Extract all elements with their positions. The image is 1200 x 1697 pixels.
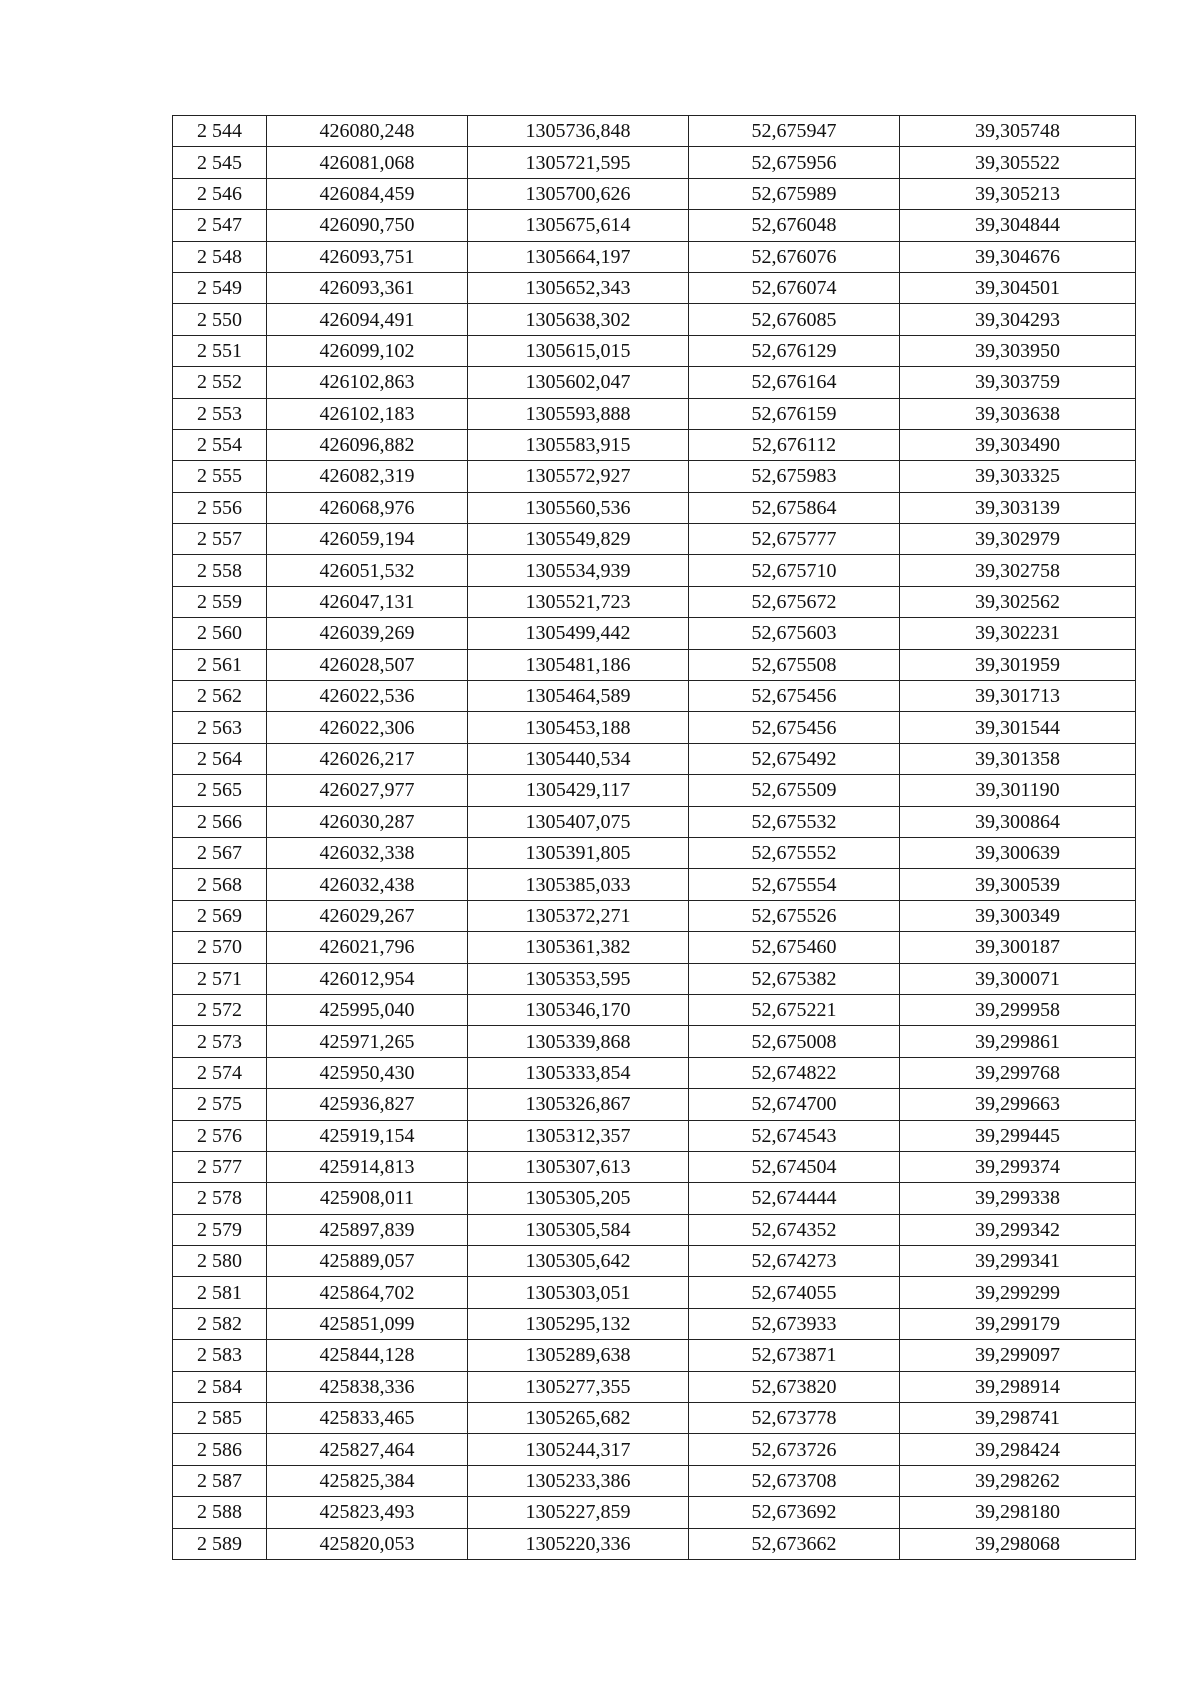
y-coordinate-cell: 1305277,355 xyxy=(468,1371,689,1402)
x-coordinate-cell: 425833,465 xyxy=(267,1403,468,1434)
longitude-cell: 39,300187 xyxy=(900,932,1136,963)
y-coordinate-cell: 1305220,336 xyxy=(468,1528,689,1559)
latitude-cell: 52,675603 xyxy=(689,618,900,649)
x-coordinate-cell: 425864,702 xyxy=(267,1277,468,1308)
table-row xyxy=(173,743,1136,774)
y-coordinate-cell: 1305295,132 xyxy=(468,1308,689,1339)
y-coordinate-cell: 1305453,188 xyxy=(468,712,689,743)
y-coordinate-cell: 1305736,848 xyxy=(468,116,689,147)
longitude-cell: 39,301544 xyxy=(900,712,1136,743)
x-coordinate-cell: 425851,099 xyxy=(267,1308,468,1339)
latitude-cell: 52,675526 xyxy=(689,900,900,931)
x-coordinate-cell: 426032,438 xyxy=(267,869,468,900)
table-row xyxy=(173,1057,1136,1088)
table-row xyxy=(173,1246,1136,1277)
latitude-cell: 52,674543 xyxy=(689,1120,900,1151)
point-number-cell: 2 558 xyxy=(173,555,267,586)
y-coordinate-cell: 1305583,915 xyxy=(468,429,689,460)
x-coordinate-cell: 426096,882 xyxy=(267,429,468,460)
longitude-cell: 39,302562 xyxy=(900,586,1136,617)
x-coordinate-cell: 425914,813 xyxy=(267,1151,468,1182)
longitude-cell: 39,305748 xyxy=(900,116,1136,147)
x-coordinate-cell: 425950,430 xyxy=(267,1057,468,1088)
latitude-cell: 52,675989 xyxy=(689,178,900,209)
table-row xyxy=(173,272,1136,303)
x-coordinate-cell: 426102,183 xyxy=(267,398,468,429)
x-coordinate-cell: 425823,493 xyxy=(267,1497,468,1528)
table-row xyxy=(173,1434,1136,1465)
x-coordinate-cell: 426022,306 xyxy=(267,712,468,743)
point-number-cell: 2 582 xyxy=(173,1308,267,1339)
point-number-cell: 2 572 xyxy=(173,994,267,1025)
latitude-cell: 52,675456 xyxy=(689,712,900,743)
x-coordinate-cell: 426029,267 xyxy=(267,900,468,931)
longitude-cell: 39,303139 xyxy=(900,492,1136,523)
longitude-cell: 39,303490 xyxy=(900,429,1136,460)
latitude-cell: 52,676112 xyxy=(689,429,900,460)
point-number-cell: 2 571 xyxy=(173,963,267,994)
latitude-cell: 52,674504 xyxy=(689,1151,900,1182)
y-coordinate-cell: 1305560,536 xyxy=(468,492,689,523)
x-coordinate-cell: 426012,954 xyxy=(267,963,468,994)
x-coordinate-cell: 426039,269 xyxy=(267,618,468,649)
y-coordinate-cell: 1305307,613 xyxy=(468,1151,689,1182)
x-coordinate-cell: 426047,131 xyxy=(267,586,468,617)
point-number-cell: 2 585 xyxy=(173,1403,267,1434)
point-number-cell: 2 562 xyxy=(173,681,267,712)
y-coordinate-cell: 1305333,854 xyxy=(468,1057,689,1088)
latitude-cell: 52,673933 xyxy=(689,1308,900,1339)
point-number-cell: 2 556 xyxy=(173,492,267,523)
x-coordinate-cell: 426102,863 xyxy=(267,367,468,398)
table-row xyxy=(173,837,1136,868)
point-number-cell: 2 581 xyxy=(173,1277,267,1308)
table-row xyxy=(173,586,1136,617)
latitude-cell: 52,675947 xyxy=(689,116,900,147)
latitude-cell: 52,673820 xyxy=(689,1371,900,1402)
table-row xyxy=(173,210,1136,241)
latitude-cell: 52,676159 xyxy=(689,398,900,429)
longitude-cell: 39,302231 xyxy=(900,618,1136,649)
point-number-cell: 2 554 xyxy=(173,429,267,460)
point-number-cell: 2 563 xyxy=(173,712,267,743)
x-coordinate-cell: 425820,053 xyxy=(267,1528,468,1559)
point-number-cell: 2 583 xyxy=(173,1340,267,1371)
x-coordinate-cell: 425897,839 xyxy=(267,1214,468,1245)
table-row xyxy=(173,775,1136,806)
y-coordinate-cell: 1305305,584 xyxy=(468,1214,689,1245)
table-row xyxy=(173,461,1136,492)
y-coordinate-cell: 1305372,271 xyxy=(468,900,689,931)
y-coordinate-cell: 1305602,047 xyxy=(468,367,689,398)
x-coordinate-cell: 426030,287 xyxy=(267,806,468,837)
longitude-cell: 39,299445 xyxy=(900,1120,1136,1151)
point-number-cell: 2 549 xyxy=(173,272,267,303)
x-coordinate-cell: 426028,507 xyxy=(267,649,468,680)
point-number-cell: 2 587 xyxy=(173,1465,267,1496)
latitude-cell: 52,673871 xyxy=(689,1340,900,1371)
point-number-cell: 2 580 xyxy=(173,1246,267,1277)
table-row xyxy=(173,1465,1136,1496)
longitude-cell: 39,301358 xyxy=(900,743,1136,774)
y-coordinate-cell: 1305385,033 xyxy=(468,869,689,900)
x-coordinate-cell: 426081,068 xyxy=(267,147,468,178)
table-row xyxy=(173,806,1136,837)
y-coordinate-cell: 1305652,343 xyxy=(468,272,689,303)
y-coordinate-cell: 1305429,117 xyxy=(468,775,689,806)
table-row xyxy=(173,524,1136,555)
table-row xyxy=(173,649,1136,680)
point-number-cell: 2 557 xyxy=(173,524,267,555)
y-coordinate-cell: 1305721,595 xyxy=(468,147,689,178)
latitude-cell: 52,676074 xyxy=(689,272,900,303)
longitude-cell: 39,305522 xyxy=(900,147,1136,178)
point-number-cell: 2 567 xyxy=(173,837,267,868)
latitude-cell: 52,674055 xyxy=(689,1277,900,1308)
table-body xyxy=(173,116,1136,1560)
latitude-cell: 52,675456 xyxy=(689,681,900,712)
latitude-cell: 52,675508 xyxy=(689,649,900,680)
y-coordinate-cell: 1305326,867 xyxy=(468,1089,689,1120)
longitude-cell: 39,300071 xyxy=(900,963,1136,994)
x-coordinate-cell: 425936,827 xyxy=(267,1089,468,1120)
latitude-cell: 52,673778 xyxy=(689,1403,900,1434)
x-coordinate-cell: 425908,011 xyxy=(267,1183,468,1214)
y-coordinate-cell: 1305407,075 xyxy=(468,806,689,837)
y-coordinate-cell: 1305312,357 xyxy=(468,1120,689,1151)
table-row xyxy=(173,1528,1136,1559)
latitude-cell: 52,673726 xyxy=(689,1434,900,1465)
point-number-cell: 2 577 xyxy=(173,1151,267,1182)
longitude-cell: 39,299663 xyxy=(900,1089,1136,1120)
longitude-cell: 39,305213 xyxy=(900,178,1136,209)
latitude-cell: 52,675864 xyxy=(689,492,900,523)
y-coordinate-cell: 1305303,051 xyxy=(468,1277,689,1308)
latitude-cell: 52,675509 xyxy=(689,775,900,806)
table-row xyxy=(173,116,1136,147)
latitude-cell: 52,675382 xyxy=(689,963,900,994)
x-coordinate-cell: 426080,248 xyxy=(267,116,468,147)
table-row xyxy=(173,1308,1136,1339)
y-coordinate-cell: 1305265,682 xyxy=(468,1403,689,1434)
x-coordinate-cell: 426059,194 xyxy=(267,524,468,555)
latitude-cell: 52,674444 xyxy=(689,1183,900,1214)
table-row xyxy=(173,178,1136,209)
table-row xyxy=(173,712,1136,743)
point-number-cell: 2 559 xyxy=(173,586,267,617)
longitude-cell: 39,298262 xyxy=(900,1465,1136,1496)
table-row xyxy=(173,367,1136,398)
table-row xyxy=(173,1371,1136,1402)
table-row xyxy=(173,1340,1136,1371)
y-coordinate-cell: 1305289,638 xyxy=(468,1340,689,1371)
y-coordinate-cell: 1305534,939 xyxy=(468,555,689,586)
longitude-cell: 39,298741 xyxy=(900,1403,1136,1434)
table-row xyxy=(173,1026,1136,1057)
table-row xyxy=(173,869,1136,900)
x-coordinate-cell: 426099,102 xyxy=(267,335,468,366)
point-number-cell: 2 575 xyxy=(173,1089,267,1120)
table-row xyxy=(173,932,1136,963)
table-row xyxy=(173,1151,1136,1182)
table-row xyxy=(173,1497,1136,1528)
point-number-cell: 2 589 xyxy=(173,1528,267,1559)
longitude-cell: 39,299097 xyxy=(900,1340,1136,1371)
latitude-cell: 52,674273 xyxy=(689,1246,900,1277)
latitude-cell: 52,675492 xyxy=(689,743,900,774)
point-number-cell: 2 560 xyxy=(173,618,267,649)
longitude-cell: 39,298068 xyxy=(900,1528,1136,1559)
table-row xyxy=(173,1277,1136,1308)
table-row xyxy=(173,900,1136,931)
point-number-cell: 2 586 xyxy=(173,1434,267,1465)
point-number-cell: 2 573 xyxy=(173,1026,267,1057)
y-coordinate-cell: 1305391,805 xyxy=(468,837,689,868)
x-coordinate-cell: 426084,459 xyxy=(267,178,468,209)
table-row xyxy=(173,1214,1136,1245)
x-coordinate-cell: 426032,338 xyxy=(267,837,468,868)
longitude-cell: 39,303325 xyxy=(900,461,1136,492)
latitude-cell: 52,674352 xyxy=(689,1214,900,1245)
latitude-cell: 52,673662 xyxy=(689,1528,900,1559)
latitude-cell: 52,676164 xyxy=(689,367,900,398)
latitude-cell: 52,676076 xyxy=(689,241,900,272)
longitude-cell: 39,301959 xyxy=(900,649,1136,680)
point-number-cell: 2 546 xyxy=(173,178,267,209)
point-number-cell: 2 561 xyxy=(173,649,267,680)
x-coordinate-cell: 426027,977 xyxy=(267,775,468,806)
latitude-cell: 52,675983 xyxy=(689,461,900,492)
y-coordinate-cell: 1305440,534 xyxy=(468,743,689,774)
point-number-cell: 2 564 xyxy=(173,743,267,774)
x-coordinate-cell: 425971,265 xyxy=(267,1026,468,1057)
longitude-cell: 39,299861 xyxy=(900,1026,1136,1057)
longitude-cell: 39,299179 xyxy=(900,1308,1136,1339)
y-coordinate-cell: 1305521,723 xyxy=(468,586,689,617)
point-number-cell: 2 555 xyxy=(173,461,267,492)
longitude-cell: 39,302979 xyxy=(900,524,1136,555)
y-coordinate-cell: 1305593,888 xyxy=(468,398,689,429)
longitude-cell: 39,298180 xyxy=(900,1497,1136,1528)
latitude-cell: 52,676129 xyxy=(689,335,900,366)
longitude-cell: 39,301190 xyxy=(900,775,1136,806)
latitude-cell: 52,675956 xyxy=(689,147,900,178)
table-row xyxy=(173,681,1136,712)
table-row xyxy=(173,618,1136,649)
y-coordinate-cell: 1305499,442 xyxy=(468,618,689,649)
longitude-cell: 39,298424 xyxy=(900,1434,1136,1465)
table-row xyxy=(173,1089,1136,1120)
y-coordinate-cell: 1305305,642 xyxy=(468,1246,689,1277)
longitude-cell: 39,298914 xyxy=(900,1371,1136,1402)
longitude-cell: 39,299341 xyxy=(900,1246,1136,1277)
point-number-cell: 2 579 xyxy=(173,1214,267,1245)
x-coordinate-cell: 426022,536 xyxy=(267,681,468,712)
point-number-cell: 2 553 xyxy=(173,398,267,429)
point-number-cell: 2 551 xyxy=(173,335,267,366)
table-row xyxy=(173,1120,1136,1151)
longitude-cell: 39,299958 xyxy=(900,994,1136,1025)
longitude-cell: 39,299342 xyxy=(900,1214,1136,1245)
point-number-cell: 2 552 xyxy=(173,367,267,398)
point-number-cell: 2 548 xyxy=(173,241,267,272)
longitude-cell: 39,300864 xyxy=(900,806,1136,837)
longitude-cell: 39,301713 xyxy=(900,681,1136,712)
latitude-cell: 52,673708 xyxy=(689,1465,900,1496)
coordinates-table xyxy=(172,115,1136,1560)
latitude-cell: 52,676085 xyxy=(689,304,900,335)
x-coordinate-cell: 426082,319 xyxy=(267,461,468,492)
x-coordinate-cell: 426093,751 xyxy=(267,241,468,272)
table-row xyxy=(173,555,1136,586)
table-row xyxy=(173,492,1136,523)
x-coordinate-cell: 425995,040 xyxy=(267,994,468,1025)
point-number-cell: 2 576 xyxy=(173,1120,267,1151)
point-number-cell: 2 547 xyxy=(173,210,267,241)
point-number-cell: 2 544 xyxy=(173,116,267,147)
latitude-cell: 52,676048 xyxy=(689,210,900,241)
latitude-cell: 52,675672 xyxy=(689,586,900,617)
table-row xyxy=(173,335,1136,366)
y-coordinate-cell: 1305572,927 xyxy=(468,461,689,492)
point-number-cell: 2 566 xyxy=(173,806,267,837)
longitude-cell: 39,304501 xyxy=(900,272,1136,303)
y-coordinate-cell: 1305233,386 xyxy=(468,1465,689,1496)
x-coordinate-cell: 426051,532 xyxy=(267,555,468,586)
longitude-cell: 39,300539 xyxy=(900,869,1136,900)
table-row xyxy=(173,429,1136,460)
x-coordinate-cell: 425919,154 xyxy=(267,1120,468,1151)
latitude-cell: 52,675552 xyxy=(689,837,900,868)
point-number-cell: 2 578 xyxy=(173,1183,267,1214)
point-number-cell: 2 570 xyxy=(173,932,267,963)
y-coordinate-cell: 1305700,626 xyxy=(468,178,689,209)
point-number-cell: 2 568 xyxy=(173,869,267,900)
latitude-cell: 52,675460 xyxy=(689,932,900,963)
y-coordinate-cell: 1305675,614 xyxy=(468,210,689,241)
longitude-cell: 39,302758 xyxy=(900,555,1136,586)
y-coordinate-cell: 1305346,170 xyxy=(468,994,689,1025)
y-coordinate-cell: 1305227,859 xyxy=(468,1497,689,1528)
point-number-cell: 2 550 xyxy=(173,304,267,335)
longitude-cell: 39,304293 xyxy=(900,304,1136,335)
x-coordinate-cell: 426094,491 xyxy=(267,304,468,335)
longitude-cell: 39,299768 xyxy=(900,1057,1136,1088)
x-coordinate-cell: 425838,336 xyxy=(267,1371,468,1402)
point-number-cell: 2 588 xyxy=(173,1497,267,1528)
latitude-cell: 52,675221 xyxy=(689,994,900,1025)
table-row xyxy=(173,994,1136,1025)
x-coordinate-cell: 425844,128 xyxy=(267,1340,468,1371)
longitude-cell: 39,299299 xyxy=(900,1277,1136,1308)
table-row xyxy=(173,147,1136,178)
y-coordinate-cell: 1305244,317 xyxy=(468,1434,689,1465)
latitude-cell: 52,674700 xyxy=(689,1089,900,1120)
point-number-cell: 2 565 xyxy=(173,775,267,806)
y-coordinate-cell: 1305353,595 xyxy=(468,963,689,994)
point-number-cell: 2 545 xyxy=(173,147,267,178)
x-coordinate-cell: 426090,750 xyxy=(267,210,468,241)
x-coordinate-cell: 426093,361 xyxy=(267,272,468,303)
longitude-cell: 39,299338 xyxy=(900,1183,1136,1214)
table-row xyxy=(173,963,1136,994)
x-coordinate-cell: 425827,464 xyxy=(267,1434,468,1465)
longitude-cell: 39,303638 xyxy=(900,398,1136,429)
latitude-cell: 52,675532 xyxy=(689,806,900,837)
longitude-cell: 39,299374 xyxy=(900,1151,1136,1182)
table-row xyxy=(173,1183,1136,1214)
y-coordinate-cell: 1305664,197 xyxy=(468,241,689,272)
longitude-cell: 39,304844 xyxy=(900,210,1136,241)
x-coordinate-cell: 426068,976 xyxy=(267,492,468,523)
point-number-cell: 2 584 xyxy=(173,1371,267,1402)
y-coordinate-cell: 1305549,829 xyxy=(468,524,689,555)
y-coordinate-cell: 1305361,382 xyxy=(468,932,689,963)
longitude-cell: 39,300349 xyxy=(900,900,1136,931)
table-row xyxy=(173,241,1136,272)
latitude-cell: 52,675777 xyxy=(689,524,900,555)
x-coordinate-cell: 426021,796 xyxy=(267,932,468,963)
x-coordinate-cell: 425889,057 xyxy=(267,1246,468,1277)
point-number-cell: 2 574 xyxy=(173,1057,267,1088)
latitude-cell: 52,675008 xyxy=(689,1026,900,1057)
table-row xyxy=(173,304,1136,335)
longitude-cell: 39,304676 xyxy=(900,241,1136,272)
x-coordinate-cell: 425825,384 xyxy=(267,1465,468,1496)
longitude-cell: 39,300639 xyxy=(900,837,1136,868)
y-coordinate-cell: 1305339,868 xyxy=(468,1026,689,1057)
table-row xyxy=(173,1403,1136,1434)
x-coordinate-cell: 426026,217 xyxy=(267,743,468,774)
latitude-cell: 52,674822 xyxy=(689,1057,900,1088)
y-coordinate-cell: 1305464,589 xyxy=(468,681,689,712)
longitude-cell: 39,303950 xyxy=(900,335,1136,366)
y-coordinate-cell: 1305638,302 xyxy=(468,304,689,335)
longitude-cell: 39,303759 xyxy=(900,367,1136,398)
latitude-cell: 52,675710 xyxy=(689,555,900,586)
latitude-cell: 52,673692 xyxy=(689,1497,900,1528)
point-number-cell: 2 569 xyxy=(173,900,267,931)
y-coordinate-cell: 1305305,205 xyxy=(468,1183,689,1214)
y-coordinate-cell: 1305615,015 xyxy=(468,335,689,366)
y-coordinate-cell: 1305481,186 xyxy=(468,649,689,680)
table-row xyxy=(173,398,1136,429)
latitude-cell: 52,675554 xyxy=(689,869,900,900)
